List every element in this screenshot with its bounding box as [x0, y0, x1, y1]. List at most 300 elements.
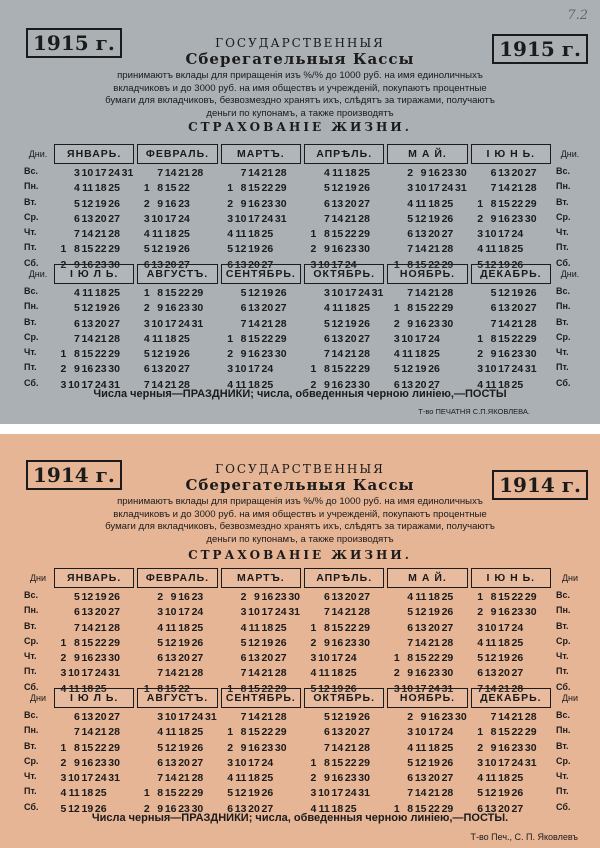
week-row [137, 242, 217, 257]
day-cell [538, 590, 551, 605]
month-days [137, 710, 217, 817]
day-cell: 19 [428, 756, 440, 769]
day-cell: 7 [490, 317, 497, 330]
day-cell: 8 [323, 228, 330, 241]
day-cell [387, 166, 400, 181]
day-cell: 17 [94, 167, 107, 179]
week-row [54, 181, 134, 196]
week-row [54, 636, 134, 651]
month-days [54, 166, 134, 273]
day-cell: 25 [94, 682, 107, 695]
day-cell: 20 [428, 228, 440, 241]
day-cell: 18 [414, 348, 427, 361]
day-cell: 8 [157, 682, 164, 695]
month-name: І Ю Н Ь. [471, 144, 551, 164]
day-cell: 5 [73, 197, 80, 210]
day-cell: 9 [490, 741, 497, 754]
day-cell: 16 [428, 167, 440, 179]
day-cell: 14 [414, 243, 427, 256]
day-cell: 19 [428, 212, 440, 225]
day-cell: 18 [94, 287, 107, 299]
month-name: ДЕКАБРЬ. [471, 264, 551, 284]
day-cell [524, 636, 537, 651]
day-cell: 14 [414, 636, 427, 649]
day-cell: 9 [490, 212, 497, 225]
day-cell: 23 [441, 167, 454, 179]
month-days [304, 166, 384, 273]
day-cell: 24 [344, 787, 357, 800]
day-cell: 30 [358, 772, 370, 785]
day-cell: 22 [511, 726, 524, 739]
day-cell: 27 [524, 167, 537, 179]
day-cell: 27 [261, 802, 274, 815]
insurance-heading: СТРАХОВАНІЕ ЖИЗНИ. [188, 548, 412, 562]
days-label: Дни [29, 693, 47, 703]
day-cell [137, 636, 150, 651]
day-cell [538, 741, 551, 756]
month-block [387, 688, 467, 817]
week-row [54, 666, 134, 681]
day-cell [191, 347, 204, 362]
day-cell: 15 [164, 682, 177, 695]
week-row [304, 227, 384, 242]
day-cell: 30 [108, 652, 120, 665]
week-row [304, 212, 384, 227]
day-cell: 19 [81, 802, 94, 815]
day-cell: 3 [73, 167, 80, 179]
day-cell: 5 [73, 591, 80, 603]
day-cell: 1 [60, 348, 67, 361]
day-name: Вт. [556, 620, 569, 631]
day-cell: 23 [274, 591, 287, 603]
day-cell: 28 [191, 667, 204, 680]
day-cell: 28 [358, 606, 370, 619]
week-row [221, 347, 301, 362]
day-cell: 23 [344, 636, 357, 649]
day-cell: 10 [318, 258, 330, 271]
day-cell: 9 [73, 363, 80, 376]
day-cell: 12 [164, 636, 177, 649]
days-label: Дни. [560, 149, 580, 159]
day-cell: 30 [358, 636, 370, 649]
day-cell: 25 [261, 772, 274, 785]
day-cell: 30 [108, 756, 120, 769]
week-row [304, 317, 384, 332]
day-cell: 5 [393, 363, 400, 376]
day-cell: 6 [143, 363, 150, 376]
month-block [54, 568, 134, 697]
day-cell: 17 [164, 212, 177, 225]
day-cell: 24 [191, 711, 204, 723]
day-cell: 27 [108, 212, 120, 225]
day-cell [121, 786, 134, 801]
day-cell: 14 [498, 317, 510, 330]
day-cell: 10 [331, 287, 344, 299]
week-row [387, 197, 467, 212]
day-cell [371, 786, 384, 801]
day-cell: 17 [178, 606, 190, 619]
day-cell: 4 [477, 636, 484, 649]
day-cell: 23 [441, 711, 454, 723]
day-cell: 7 [157, 667, 164, 680]
week-row [137, 590, 217, 605]
day-cell: 11 [415, 741, 427, 754]
day-cell: 18 [331, 802, 344, 815]
week-row [387, 286, 467, 301]
day-cell: 20 [511, 302, 524, 315]
day-cell [137, 651, 150, 666]
day-cell: 19 [511, 287, 524, 299]
day-cell: 7 [407, 636, 414, 649]
day-cell: 23 [344, 772, 357, 785]
day-cell [387, 621, 400, 636]
day-cell [221, 590, 234, 605]
day-cell: 14 [81, 228, 94, 241]
day-cell [121, 301, 134, 316]
day-cell: 13 [81, 317, 94, 330]
day-cell: 19 [498, 258, 510, 271]
day-cell: 13 [164, 756, 177, 769]
day-cell [137, 166, 150, 181]
day-cell: 8 [157, 182, 164, 195]
day-cell: 12 [151, 348, 164, 361]
day-cell: 2 [477, 741, 484, 754]
day-cell: 1 [477, 591, 484, 603]
week-row [137, 286, 217, 301]
day-cell: 10 [164, 606, 177, 619]
day-cell: 15 [81, 741, 94, 754]
day-cell: 12 [484, 787, 497, 800]
day-cell: 12 [484, 652, 497, 665]
day-cell [121, 332, 134, 347]
day-name: Чт. [24, 651, 37, 662]
day-cell: 11 [68, 787, 80, 800]
week-row [304, 636, 384, 651]
day-cell: 15 [81, 636, 94, 649]
day-cell: 31 [371, 287, 384, 299]
day-cell: 30 [524, 741, 537, 754]
day-cell: 7 [73, 332, 80, 345]
day-cell: 16 [178, 591, 190, 603]
day-cell: 23 [344, 378, 357, 391]
day-cell [454, 651, 467, 666]
day-cell [221, 605, 234, 620]
month-name: І Ю Л Ь. [54, 264, 134, 284]
day-cell: 17 [331, 787, 344, 800]
title-line-2: Сберегательныя Кассы [185, 476, 415, 494]
week-row [304, 741, 384, 756]
day-cell: 11 [68, 682, 80, 695]
week-row [471, 181, 551, 196]
day-cell: 18 [344, 167, 357, 179]
day-cell: 16 [331, 243, 344, 256]
week-row [137, 181, 217, 196]
week-row [221, 710, 301, 725]
day-cell: 20 [248, 258, 260, 271]
month-block [304, 568, 384, 697]
day-cell: 13 [331, 726, 344, 739]
day-cell: 17 [414, 682, 427, 695]
day-cell: 1 [143, 787, 150, 800]
day-name: Сб. [24, 377, 39, 388]
day-cell: 26 [441, 212, 454, 225]
day-cell: 29 [524, 332, 537, 345]
day-cell: 10 [81, 167, 94, 179]
day-cell [288, 786, 301, 801]
day-cell: 19 [344, 182, 357, 195]
day-cell: 1 [310, 228, 317, 241]
day-cell [454, 771, 467, 786]
day-cell: 19 [164, 243, 177, 256]
day-cell [454, 725, 467, 740]
day-cell [121, 771, 134, 786]
month-block [54, 264, 134, 393]
day-cell: 20 [261, 652, 274, 665]
day-cell: 3 [60, 667, 67, 680]
day-cell: 18 [261, 621, 274, 634]
day-cell [221, 710, 234, 725]
day-cell: 15 [414, 302, 427, 315]
day-cell [204, 756, 217, 771]
day-cell: 9 [407, 317, 414, 330]
day-cell: 27 [191, 652, 204, 665]
day-cell: 28 [524, 711, 537, 723]
day-cell: 30 [108, 363, 120, 376]
week-row [471, 756, 551, 771]
day-cell: 17 [248, 756, 260, 769]
day-cell: 10 [318, 652, 330, 665]
day-cell: 31 [524, 756, 537, 769]
month-days [54, 590, 134, 697]
day-name: Сб. [556, 257, 571, 268]
day-cell: 14 [248, 667, 260, 680]
day-cell: 6 [490, 167, 497, 179]
day-cell: 22 [94, 741, 107, 754]
day-name: Пт. [24, 786, 37, 797]
day-cell [221, 166, 234, 181]
day-cell [454, 362, 467, 377]
day-cell [538, 771, 551, 786]
week-row [471, 725, 551, 740]
day-cell [538, 651, 551, 666]
day-cell: 11 [248, 621, 260, 634]
day-cell: 11 [318, 667, 330, 680]
day-cell: 14 [151, 378, 164, 391]
day-cell: 6 [73, 711, 80, 723]
day-cell: 23 [261, 197, 274, 210]
month-days [54, 710, 134, 817]
day-cell: 24 [428, 682, 440, 695]
day-cell: 19 [178, 741, 190, 754]
day-cell: 27 [511, 802, 524, 815]
day-cell: 12 [498, 287, 510, 299]
title-line-1: ГОСУДАРСТВЕННЫЯ [215, 462, 385, 476]
day-cell: 27 [261, 258, 274, 271]
week-row [221, 605, 301, 620]
day-cell: 26 [108, 302, 120, 315]
day-cell: 30 [454, 711, 467, 723]
day-cell: 14 [81, 621, 94, 634]
day-cell [454, 666, 467, 681]
day-cell: 3 [310, 652, 317, 665]
description-line: вкладчиковъ и до 3000 руб. на имя обществъ и учрежденій, покупаютъ процентные [113, 508, 487, 520]
day-cell: 21 [261, 317, 274, 330]
day-cell: 15 [81, 348, 94, 361]
day-name: Вт. [24, 196, 37, 207]
day-cell: 19 [248, 787, 260, 800]
day-cell: 26 [511, 787, 524, 800]
day-name: Пт. [556, 242, 569, 253]
day-cell: 11 [485, 772, 497, 785]
day-cell: 11 [415, 197, 427, 210]
week-row [221, 166, 301, 181]
day-cell: 6 [407, 772, 414, 785]
day-cell: 9 [170, 591, 177, 603]
day-cell: 14 [248, 317, 260, 330]
day-cell: 1 [393, 802, 400, 815]
day-cell: 5 [310, 682, 317, 695]
day-cell: 14 [331, 348, 344, 361]
day-cell [121, 590, 134, 605]
day-cell: 6 [227, 258, 234, 271]
description [40, 70, 560, 120]
description [40, 496, 560, 546]
day-cell: 30 [288, 591, 300, 603]
day-cell: 15 [164, 287, 177, 299]
day-cell [191, 362, 204, 377]
day-name: Чт. [556, 651, 569, 662]
week-row [387, 166, 467, 181]
day-cell [288, 166, 301, 181]
year-badge-left: 1915 г. [26, 28, 122, 58]
week-row [387, 362, 467, 377]
day-name: Вс. [24, 710, 39, 720]
day-cell: 20 [498, 802, 510, 815]
day-cell [304, 590, 317, 605]
day-cell: 27 [178, 258, 190, 271]
day-cell [121, 621, 134, 636]
day-cell: 30 [274, 348, 287, 361]
day-cell: 30 [274, 197, 287, 210]
month-block [387, 568, 467, 697]
day-cell: 6 [143, 258, 150, 271]
week-row [304, 332, 384, 347]
month-name: ОКТЯБРЬ. [304, 264, 384, 284]
day-cell: 22 [344, 363, 357, 376]
description-line: принимаютъ вклады для приращенія изъ %/% до 1000 руб. на имя единоличныхъ [117, 70, 483, 81]
day-cell: 20 [344, 591, 357, 603]
day-cell: 15 [414, 652, 427, 665]
day-cell: 28 [274, 667, 287, 680]
day-cell: 27 [108, 711, 120, 723]
day-cell [121, 636, 134, 651]
day-cell: 23 [178, 302, 190, 315]
day-cell: 6 [323, 591, 330, 603]
day-cell: 26 [274, 636, 287, 649]
day-cell: 6 [157, 756, 164, 769]
day-cell: 9 [240, 348, 247, 361]
day-cell: 10 [151, 317, 164, 330]
day-cell [524, 621, 537, 636]
month-days [221, 286, 301, 393]
week-row [221, 317, 301, 332]
day-cell: 26 [261, 787, 274, 800]
day-cell: 30 [454, 167, 467, 179]
day-cell: 14 [484, 682, 497, 695]
day-cell: 3 [477, 363, 484, 376]
day-cell [204, 301, 217, 316]
day-cell: 29 [274, 726, 287, 739]
day-cell: 2 [477, 606, 484, 619]
day-cell [121, 181, 134, 196]
day-cell [441, 332, 454, 347]
week-row [471, 741, 551, 756]
day-cell [454, 242, 467, 257]
day-cell: 26 [441, 756, 454, 769]
day-cell [454, 212, 467, 227]
day-cell [387, 212, 400, 227]
day-cell: 18 [248, 378, 260, 391]
day-cell [121, 347, 134, 362]
week-row [137, 227, 217, 242]
day-cell: 22 [178, 287, 190, 299]
day-cell [471, 710, 484, 725]
day-cell [454, 197, 467, 212]
day-cell: 29 [108, 348, 120, 361]
day-cell: 18 [248, 228, 260, 241]
day-cell: 28 [108, 621, 120, 634]
day-cell [538, 756, 551, 771]
day-cell: 4 [60, 787, 67, 800]
day-cell: 24 [178, 317, 190, 330]
day-cell: 5 [407, 606, 414, 619]
month-block [221, 264, 301, 393]
day-cell: 13 [248, 652, 260, 665]
day-cell: 16 [248, 197, 260, 210]
day-cell: 17 [164, 317, 177, 330]
month-name: МАРТЪ. [221, 144, 301, 164]
day-cell: 13 [248, 302, 260, 315]
day-cell: 21 [344, 212, 357, 225]
day-cell [221, 666, 234, 681]
day-cell: 15 [414, 802, 427, 815]
day-cell: 31 [108, 378, 120, 391]
day-cell: 11 [235, 228, 247, 241]
day-cell: 19 [344, 317, 357, 330]
day-cell: 19 [428, 606, 440, 619]
day-cell: 17 [331, 258, 344, 271]
day-cell: 4 [323, 302, 330, 315]
week-row [387, 301, 467, 316]
day-cell: 5 [323, 182, 330, 195]
week-row [304, 242, 384, 257]
day-cell: 25 [511, 378, 524, 391]
week-row [471, 786, 551, 801]
day-name: Пт. [24, 242, 37, 253]
days-label: Дни [29, 573, 47, 583]
day-cell: 31 [358, 787, 370, 800]
day-cell: 23 [261, 741, 274, 754]
day-cell [358, 651, 371, 666]
day-cell: 22 [261, 726, 274, 739]
day-cell: 9 [157, 802, 164, 815]
day-cell: 30 [191, 302, 204, 315]
week-row [137, 636, 217, 651]
week-row [221, 756, 301, 771]
day-cell [121, 666, 134, 681]
day-cell: 1 [393, 652, 400, 665]
day-cell [471, 286, 484, 301]
